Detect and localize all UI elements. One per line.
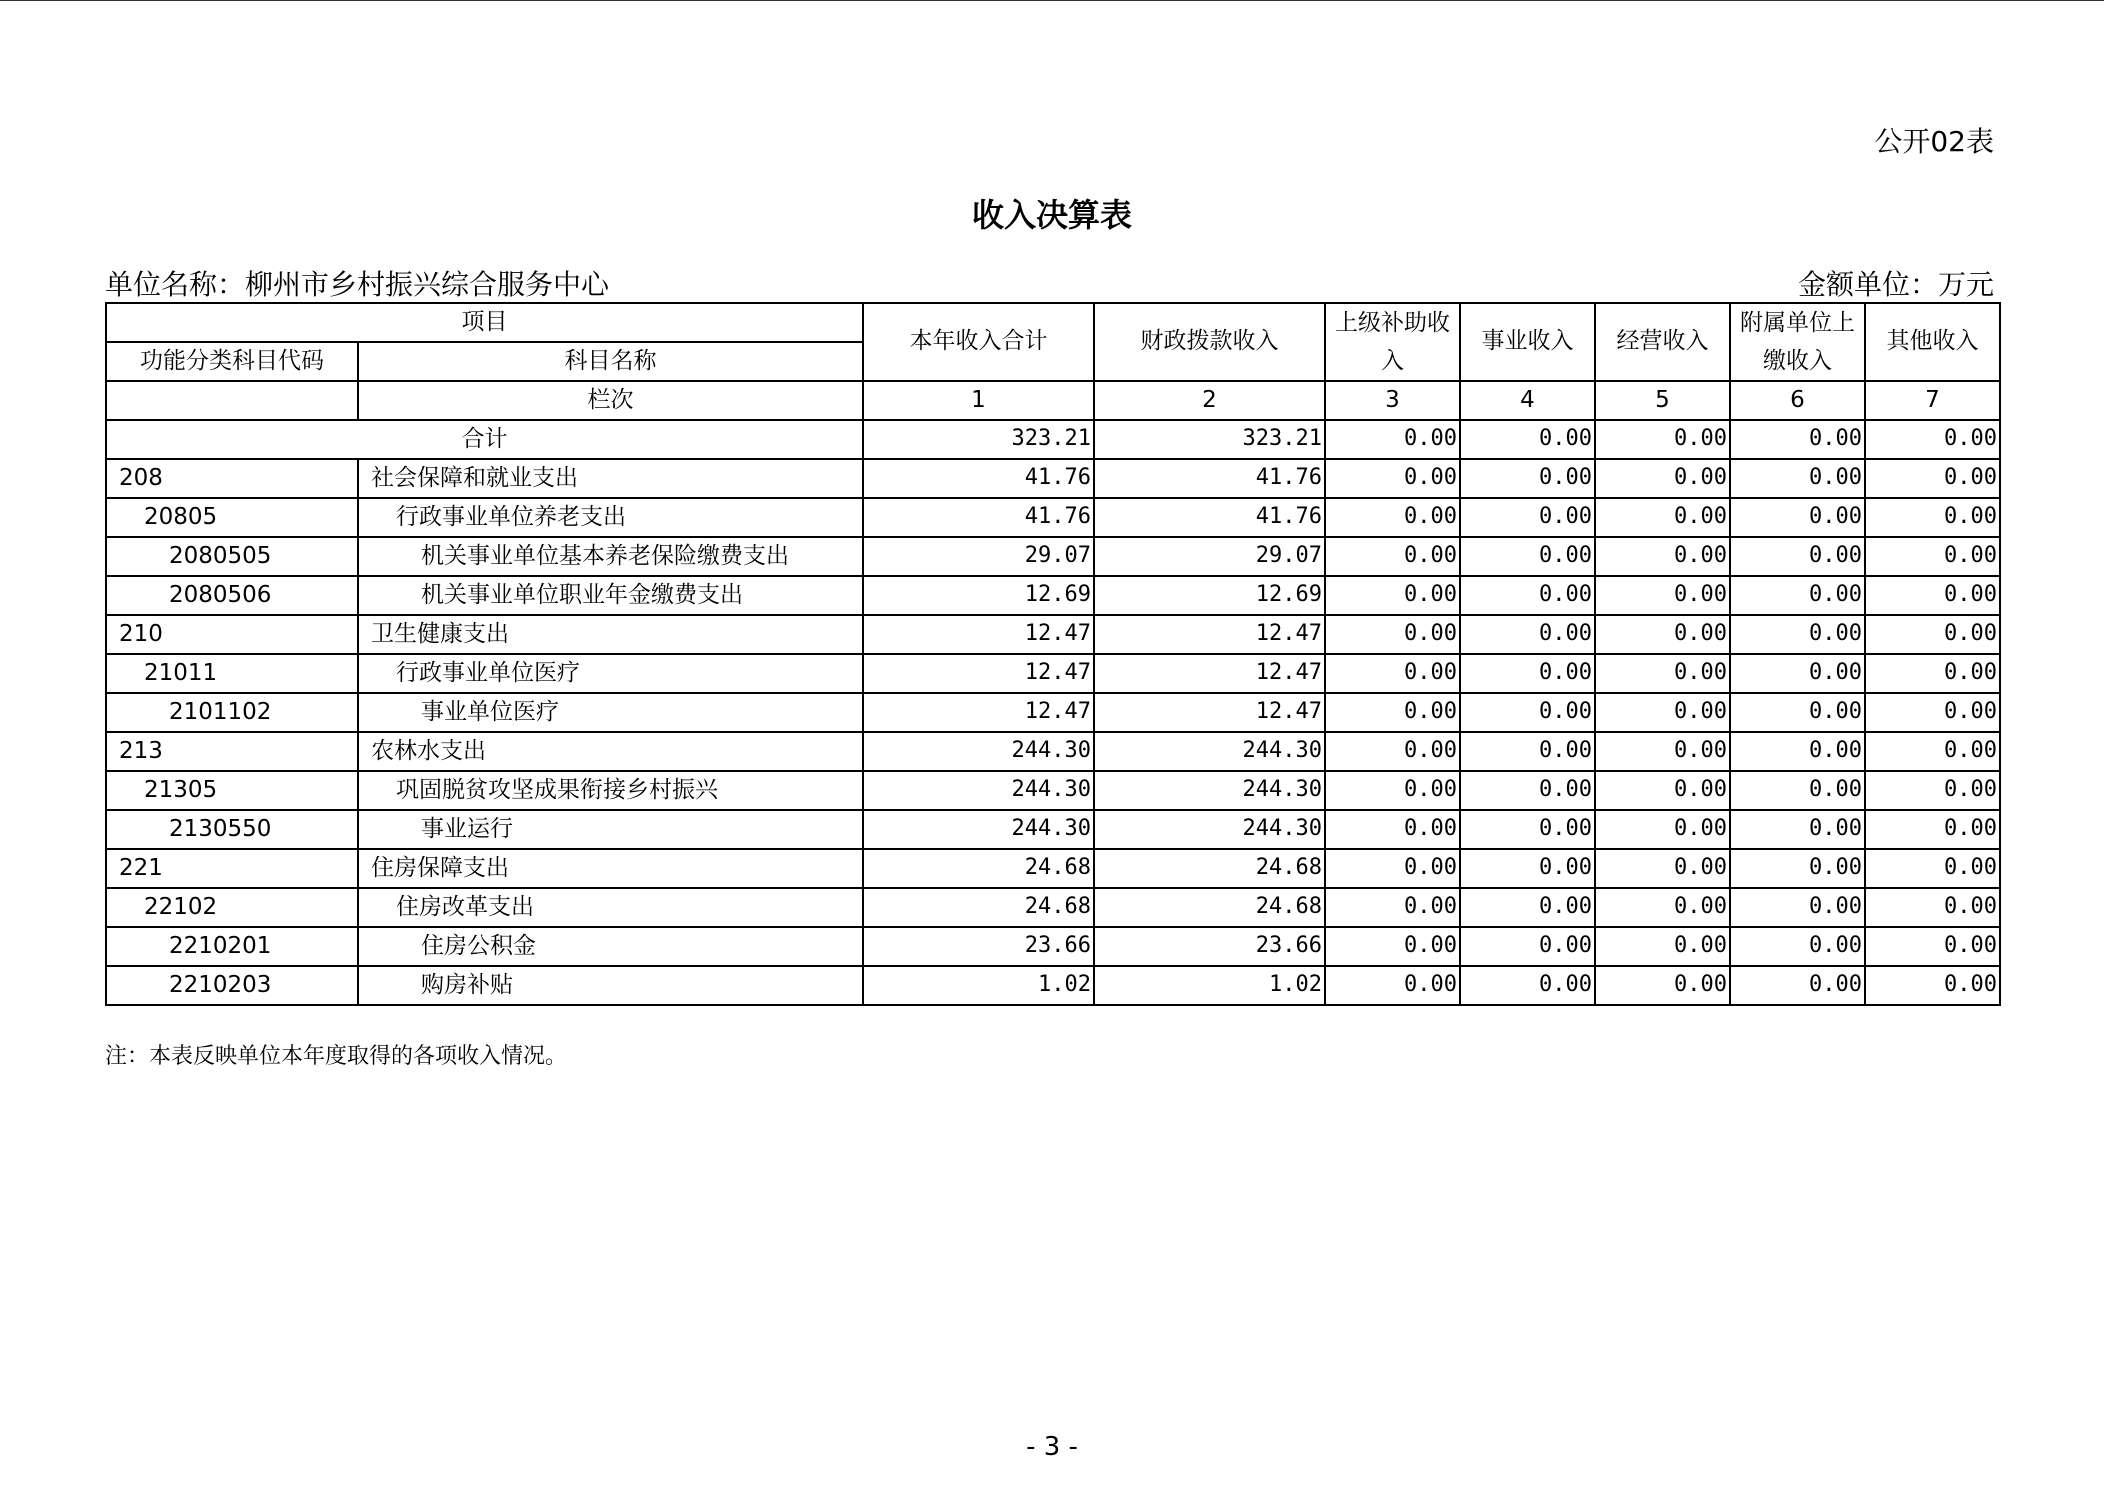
amount-cell: 0.00 [1595,888,1730,927]
amount-cell: 0.00 [1460,810,1595,849]
amount-cell: 0.00 [1730,810,1865,849]
subject-name: 卫生健康支出 [358,615,863,654]
amount-cell: 0.00 [1595,849,1730,888]
page-number: - 3 - [1026,1432,1078,1462]
amount-cell: 0.00 [1865,927,2000,966]
amount-cell: 0.00 [1730,654,1865,693]
amount-cell: 29.07 [1094,537,1325,576]
header-row-1 [106,303,2000,342]
amount-cell: 0.00 [1460,576,1595,615]
amount-cell: 0.00 [1325,693,1460,732]
amount-cell: 0.00 [1595,966,1730,1005]
subject-code: 2210201 [106,927,358,966]
subject-name: 住房保障支出 [358,849,863,888]
amount-cell: 41.76 [1094,459,1325,498]
amount-cell: 0.00 [1730,537,1865,576]
header-item: 项目 [106,303,863,342]
table-row [106,966,2000,1005]
table-row [106,459,2000,498]
amount-cell: 0.00 [1325,576,1460,615]
header-subject: 科目名称 [358,342,863,381]
amount-cell: 0.00 [1865,459,2000,498]
amount-cell: 0.00 [1325,615,1460,654]
amount-cell: 0.00 [1730,966,1865,1005]
table-note: 注：本表反映单位本年度取得的各项收入情况。 [105,1044,568,1069]
amount-cell: 29.07 [863,537,1094,576]
subject-name: 机关事业单位职业年金缴费支出 [358,576,863,615]
amount-cell: 0.00 [1865,888,2000,927]
total-value: 0.00 [1325,420,1460,459]
header-col-7: 其他收入 [1865,303,2000,381]
amount-cell: 12.69 [863,576,1094,615]
amount-cell: 0.00 [1595,576,1730,615]
amount-cell: 1.02 [863,966,1094,1005]
header-code: 功能分类科目代码 [106,342,358,381]
total-value: 323.21 [863,420,1094,459]
amount-cell: 0.00 [1325,771,1460,810]
amount-cell: 0.00 [1730,771,1865,810]
amount-cell: 0.00 [1730,459,1865,498]
header-col-1: 本年收入合计 [863,303,1094,381]
amount-cell: 0.00 [1595,459,1730,498]
table-row [106,849,2000,888]
column-index-2: 2 [1094,381,1325,420]
amount-cell: 0.00 [1595,693,1730,732]
amount-cell: 0.00 [1595,615,1730,654]
amount-cell: 0.00 [1460,927,1595,966]
page-top-border [0,0,2104,1]
amount-cell: 0.00 [1325,498,1460,537]
subject-name: 住房改革支出 [358,888,863,927]
amount-cell: 0.00 [1865,966,2000,1005]
table-row [106,615,2000,654]
subject-code: 221 [106,849,358,888]
column-index-4: 4 [1460,381,1595,420]
amount-cell: 0.00 [1460,537,1595,576]
amount-cell: 0.00 [1865,771,2000,810]
amount-cell: 0.00 [1325,966,1460,1005]
total-value: 0.00 [1865,420,2000,459]
amount-cell: 0.00 [1460,849,1595,888]
amount-cell: 0.00 [1460,732,1595,771]
amount-cell: 0.00 [1595,732,1730,771]
amount-cell: 0.00 [1865,498,2000,537]
subject-code: 2210203 [106,966,358,1005]
unit-name: 单位名称：柳州市乡村振兴综合服务中心 [105,268,610,301]
amount-cell: 244.30 [1094,771,1325,810]
column-index-5: 5 [1595,381,1730,420]
table-row [106,771,2000,810]
amount-cell: 0.00 [1730,732,1865,771]
amount-cell: 23.66 [1094,927,1325,966]
subject-code: 2080506 [106,576,358,615]
subject-name: 行政事业单位医疗 [358,654,863,693]
amount-cell: 0.00 [1460,888,1595,927]
amount-cell: 12.47 [863,615,1094,654]
subject-name: 行政事业单位养老支出 [358,498,863,537]
total-value: 0.00 [1460,420,1595,459]
header-col-2: 财政拨款收入 [1094,303,1325,381]
subject-code: 2101102 [106,693,358,732]
table-row [106,888,2000,927]
total-value: 0.00 [1595,420,1730,459]
amount-cell: 12.47 [1094,654,1325,693]
amount-cell: 0.00 [1325,654,1460,693]
amount-cell: 24.68 [863,849,1094,888]
amount-cell: 244.30 [1094,810,1325,849]
table-row [106,498,2000,537]
subject-code: 213 [106,732,358,771]
amount-cell: 0.00 [1460,654,1595,693]
amount-cell: 41.76 [863,498,1094,537]
amount-cell: 0.00 [1595,654,1730,693]
amount-cell: 244.30 [863,732,1094,771]
column-index-6: 6 [1730,381,1865,420]
amount-cell: 12.47 [863,654,1094,693]
amount-cell: 24.68 [1094,849,1325,888]
amount-cell: 0.00 [1460,771,1595,810]
amount-cell: 0.00 [1460,966,1595,1005]
table-row [106,576,2000,615]
amount-cell: 41.76 [863,459,1094,498]
amount-cell: 244.30 [863,810,1094,849]
subject-code: 2080505 [106,537,358,576]
amount-cell: 0.00 [1865,654,2000,693]
amount-cell: 0.00 [1460,693,1595,732]
amount-cell: 12.47 [1094,693,1325,732]
amount-cell: 0.00 [1595,771,1730,810]
amount-cell: 0.00 [1865,693,2000,732]
subject-code: 21011 [106,654,358,693]
table-row [106,732,2000,771]
table-row [106,537,2000,576]
table-row [106,693,2000,732]
column-index-empty [106,381,358,420]
amount-unit: 金额单位：万元 [1797,268,1994,301]
amount-cell: 0.00 [1730,693,1865,732]
amount-cell: 0.00 [1325,927,1460,966]
income-table [105,302,2001,1006]
header-col-6: 附属单位上缴收入 [1730,303,1865,381]
amount-cell: 12.47 [1094,615,1325,654]
amount-cell: 0.00 [1595,498,1730,537]
amount-cell: 0.00 [1325,459,1460,498]
total-row [106,420,2000,459]
amount-cell: 0.00 [1595,810,1730,849]
column-index-3: 3 [1325,381,1460,420]
amount-cell: 0.00 [1865,576,2000,615]
header-col-4: 事业收入 [1460,303,1595,381]
amount-cell: 0.00 [1595,537,1730,576]
amount-cell: 0.00 [1865,810,2000,849]
amount-cell: 41.76 [1094,498,1325,537]
amount-cell: 0.00 [1325,849,1460,888]
column-index-label: 栏次 [358,381,863,420]
column-index-1: 1 [863,381,1094,420]
table-row [106,927,2000,966]
subject-name: 社会保障和就业支出 [358,459,863,498]
column-index-7: 7 [1865,381,2000,420]
subject-code: 20805 [106,498,358,537]
total-value: 323.21 [1094,420,1325,459]
amount-cell: 0.00 [1730,576,1865,615]
subject-code: 2130550 [106,810,358,849]
amount-cell: 0.00 [1325,732,1460,771]
amount-cell: 0.00 [1865,732,2000,771]
amount-cell: 0.00 [1730,849,1865,888]
amount-cell: 0.00 [1865,849,2000,888]
subject-name: 事业运行 [358,810,863,849]
document-title: 收入决算表 [971,196,1132,234]
subject-name: 住房公积金 [358,927,863,966]
amount-cell: 0.00 [1730,888,1865,927]
table-row [106,654,2000,693]
amount-cell: 0.00 [1865,615,2000,654]
subject-name: 事业单位医疗 [358,693,863,732]
amount-cell: 24.68 [1094,888,1325,927]
subject-code: 210 [106,615,358,654]
subject-code: 21305 [106,771,358,810]
subject-code: 208 [106,459,358,498]
column-index-row [106,381,2000,420]
table-row [106,810,2000,849]
amount-cell: 12.69 [1094,576,1325,615]
subject-name: 农林水支出 [358,732,863,771]
amount-cell: 0.00 [1325,888,1460,927]
amount-cell: 1.02 [1094,966,1325,1005]
amount-cell: 0.00 [1730,927,1865,966]
amount-cell: 0.00 [1595,927,1730,966]
subject-name: 购房补贴 [358,966,863,1005]
amount-cell: 0.00 [1730,498,1865,537]
amount-cell: 0.00 [1460,615,1595,654]
total-value: 0.00 [1730,420,1865,459]
amount-cell: 23.66 [863,927,1094,966]
amount-cell: 244.30 [863,771,1094,810]
amount-cell: 0.00 [1325,537,1460,576]
amount-cell: 0.00 [1865,537,2000,576]
amount-cell: 24.68 [863,888,1094,927]
header-col-5: 经营收入 [1595,303,1730,381]
form-code: 公开02表 [1874,125,1994,158]
header-col-3: 上级补助收入 [1325,303,1460,381]
amount-cell: 0.00 [1460,498,1595,537]
total-label: 合计 [106,420,863,459]
subject-code: 22102 [106,888,358,927]
amount-cell: 244.30 [1094,732,1325,771]
amount-cell: 12.47 [863,693,1094,732]
amount-cell: 0.00 [1325,810,1460,849]
subject-name: 机关事业单位基本养老保险缴费支出 [358,537,863,576]
subject-name: 巩固脱贫攻坚成果衔接乡村振兴 [358,771,863,810]
amount-cell: 0.00 [1460,459,1595,498]
amount-cell: 0.00 [1730,615,1865,654]
